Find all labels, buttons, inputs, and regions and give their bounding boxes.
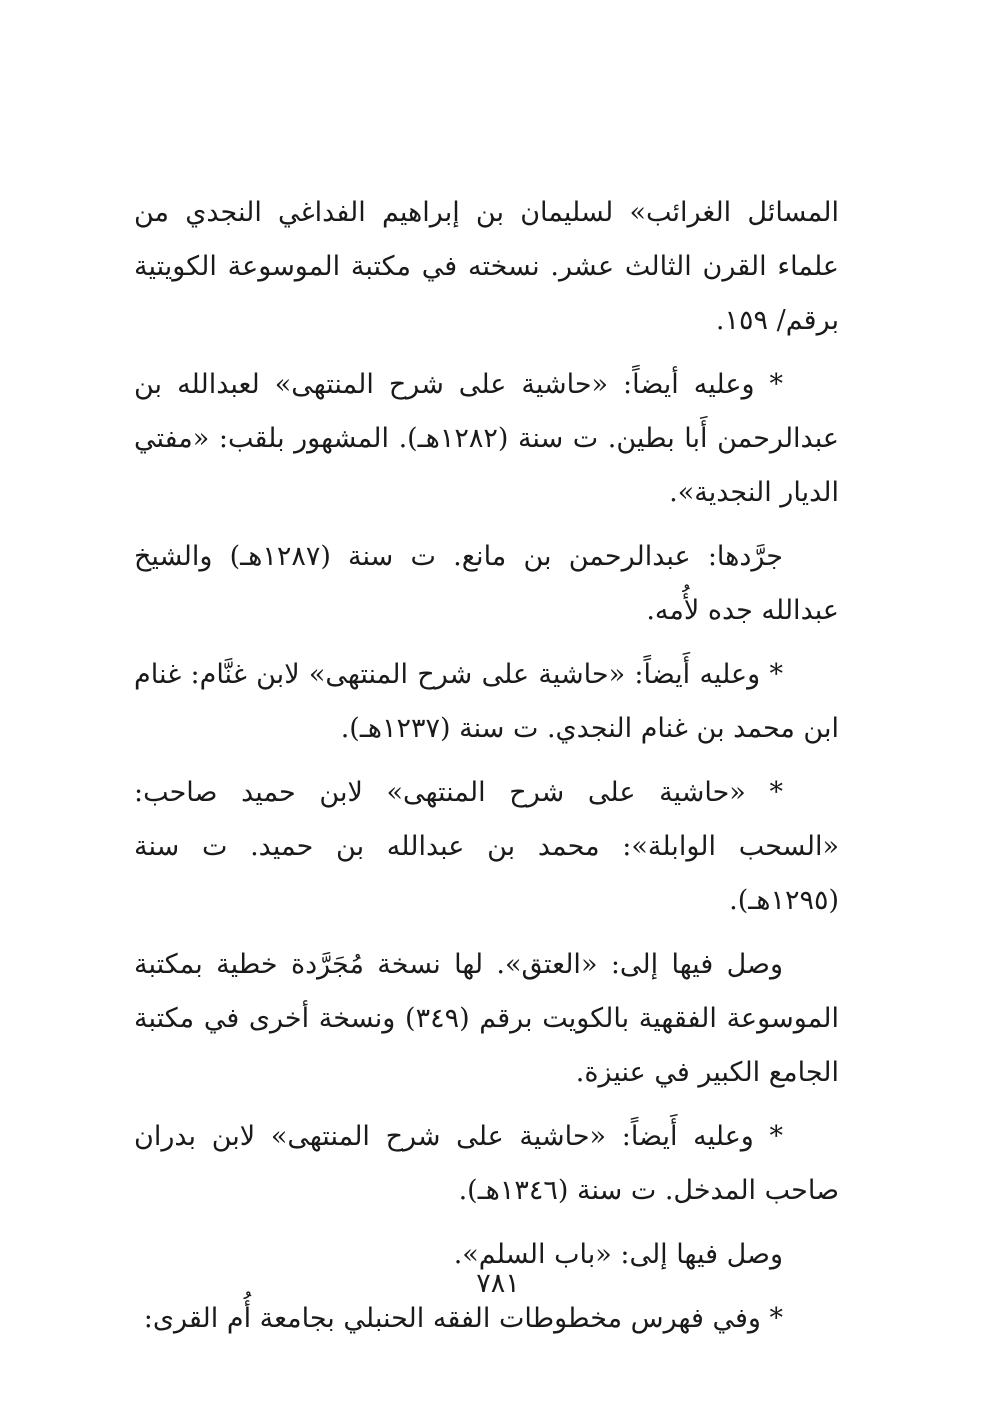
- paragraph: المسائل الغرائب» لسليمان بن إبراهيم الفداغي النجدي من علماء القرن الثالث عشر. نسخته في مكتبة الموسوعة الكويتية برقم/ ١٥٩.: [134, 197, 839, 336]
- paragraph: * وعليه أيضاً: «حاشية على شرح المنتهى» لعبدالله بن عبدالرحمن أَبا بطين. ت سنة (١٢٨٢هـ). المشهور بلقب: «مفتي الديار النجدية».: [134, 369, 839, 508]
- paragraph: * وفي فهرس مخطوطات الفقه الحنبلي بجامعة أُم القرى:: [143, 1303, 783, 1334]
- page-number: ٧٨١: [476, 1268, 520, 1299]
- body-text: [134, 186, 839, 1356]
- paragraph: * «حاشية على شرح المنتهى» لابن حميد صاحب: «السحب الوابلة»: محمد بن عبدالله بن حميد. ت سنة (١٢٩٥هـ).: [134, 777, 839, 916]
- paragraph: جرَّدها: عبدالرحمن بن مانع. ت سنة (١٢٨٧هـ) والشيخ عبدالله جده لأُمه.: [134, 541, 839, 626]
- paragraph: * وعليه أَيضاً: «حاشية على شرح المنتهى» لابن بدران صاحب المدخل. ت سنة (١٣٤٦هـ).: [134, 1121, 839, 1206]
- paragraph: وصل فيها إلى: «العتق». لها نسخة مُجَرَّدة خطية بمكتبة الموسوعة الفقهية بالكويت برقم (٣٤٩) ونسخة أخرى في مكتبة الجامع الكبير في عنيزة.: [134, 949, 840, 1088]
- paragraph: وصل فيها إلى: «باب السلم».: [453, 1239, 783, 1270]
- paragraph: * وعليه أَيضاً: «حاشية على شرح المنتهى» لابن غنَّام: غنام ابن محمد بن غنام النجدي. ت سنة (١٢٣٧هـ).: [134, 659, 839, 744]
